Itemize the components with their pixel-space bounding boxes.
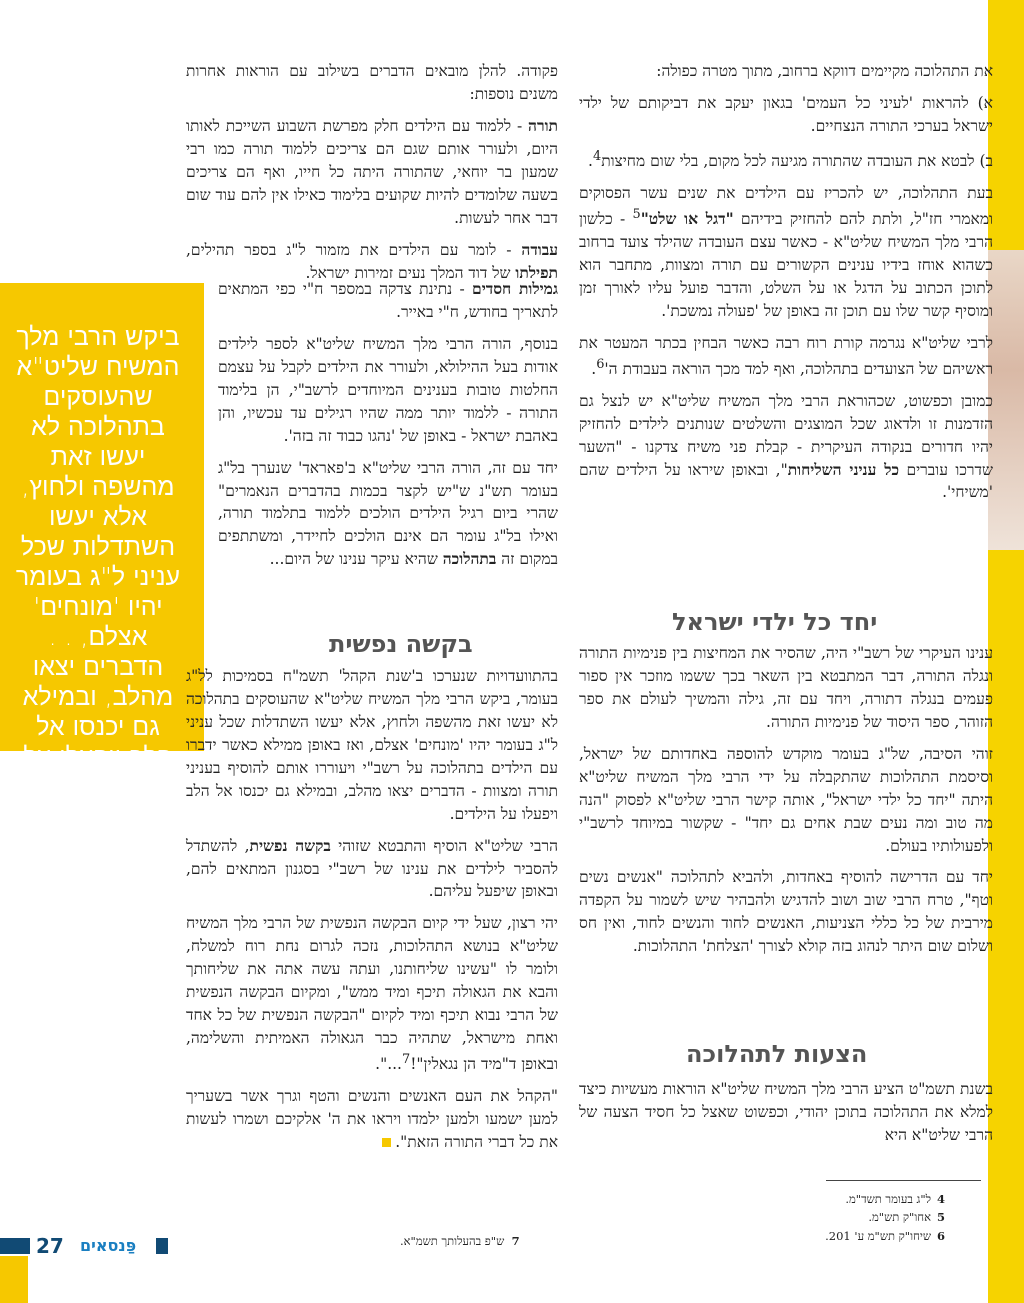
footnote-number: 5 (936, 1210, 945, 1225)
paragraph (186, 1085, 558, 1154)
text: שהיא עיקר ענינו של היום... (269, 550, 443, 569)
footnote-text: ש"פ בהעלותך תשמ"א. (400, 1234, 505, 1248)
text: כמובן וכפשוט, שכהוראת הרבי מלך המשיח שליט"א יש לנצל גם הזדמנות זו ולדאוג שכל המוצגים והשלטים שנותנים לילדים להחזיק יהיו חדורים בנקודה העיקרית - קבלת פני משיח צדקנו - "השער שדרכו עוברים (579, 391, 993, 479)
right-column-middle (579, 642, 993, 967)
paragraph (218, 457, 558, 572)
paragraph (579, 1078, 993, 1147)
bold-text: בתהלוכה (442, 549, 497, 569)
bold-text: בקשה נפשית (249, 835, 331, 855)
footnote (770, 1227, 945, 1245)
paragraph (186, 912, 558, 1076)
text: - כלשון הרבי מלך המשיח שליט"א (579, 210, 993, 251)
right-column-bottom (579, 1078, 993, 1156)
text: יהי רצון, שעל ידי קיום הבקשה הנפשית של הרבי מלך המשיח שליט"א בנושא התהלוכות, נזכה לגרום נחת רוח למשלח, ולומר לו "עשינו שליחותנו, ועתה עשה אתה את שליחותך והבא את הגאולה תיכף ומיד ממש", ומקיום הבקשה הנפשית של הרבי נבוא תיכף ומיד לקיום "הבקשה הנפשית של כל אחד ואחת מישראל, שתהיה כבר הגאולה האמיתית והשלימה, ובאופן ד"מיד הן נגאלין"! (186, 914, 558, 1074)
footnotes (770, 1190, 945, 1245)
paragraph (579, 866, 993, 958)
paragraph (579, 182, 993, 323)
text: יחד עם זה, הורה הרבי שליט"א ב'פאראד' שנערך בל"ג בעומר תש"נ ש"יש לקצר בכמות בהדברים הנאמרים" שהרי ביום רגיל הילדים הולכים ללמוד בתלמוד תורה, ואילו בל"ג עומר הם אינם הולכים לחיידר, ומשתתפים במקום זה (218, 458, 559, 569)
paragraph (579, 642, 993, 734)
footnote-divider (826, 1180, 981, 1181)
text: - נתינת צדקה במספר ח"י כפי המתאים לתאריך בחודש, ח"י באייר. (218, 280, 558, 321)
footnote-ref: 6 (596, 356, 605, 372)
text: זוהי הסיבה, של"ג בעומר מוקדש להוספה באחדותם של ישראל, וסיסמת התהלוכות שהתקבלה על ידי הרבי מלך המשיח שליט"א היתה "יחד כל ילדי ישראל", אותה קישר הרבי שליט"א לפסוק "הנה מה טוב ומה נעים שבת אחים גם יחד" - שקשור במיוחד לרשב"י ולפעולותיו בעולם. (579, 744, 993, 855)
footer-yellow-block (0, 1256, 28, 1303)
footnote-ref: 5 (632, 206, 641, 222)
footnote-left (400, 1234, 520, 1248)
text: ", ובאופן שיראו על הילדים שהם 'משיחי'. (579, 460, 993, 502)
footnote (770, 1208, 945, 1226)
text: . (588, 151, 593, 170)
text: בשנת תשמ"ט הציע הרבי מלך המשיח שליט"א הוראות מעשיות כיצד למלא את התהלוכה בתוכן יהודי, וכפשוט שאצל כל חסיד הצעה של הרבי שליט"א היא (579, 1080, 993, 1144)
text: בהתוועדויות שנערכו ב'שנת הקהל' תשמ"ח בסמיכות לל"ג בעומר, ביקש הרבי מלך המשיח שליט"א שהעוסקים בתהלוכה לא יעשו זאת מהשפה ולחוץ, אלא יעשו השתדלות שכל עניני ל"ג בעומר יהיו 'מונחים' אצלם, ואז באופן ממילא כאשר ידברו עם הילדים בתהלוכה על רשב"י ויעוררו אותם להוסיף בעניני תורה ומצוות - הדברים יצאו מהלב, ובמילא גם יכנסו אל הלב ויפעלו על הילדים. (186, 667, 558, 823)
footnote-ref: 7 (401, 1052, 411, 1067)
footnote-text: אחו"ק תש"מ. (868, 1210, 931, 1225)
footnote-number: 6 (936, 1228, 945, 1243)
paragraph (579, 390, 993, 505)
paragraph (579, 147, 993, 173)
text: "הקהל את העם האנשים והנשים והטף וגרך אשר בשעריך למען ישמעו ולמען ילמדו ויראו את ה' אלקיכם ושמרו לעשות את כל דברי התורה הזאת". (186, 1087, 558, 1151)
end-mark (382, 1138, 391, 1147)
text: ענינו העיקרי של רשב"י היה, שהסיר את המחיצות בין פנימיות התורה ונגלה התורה, דבר המתבטא בין השאר בכך ששמו מוזכר אין ספור פעמים בנגלה דתורה, ויחד עם זה, גילה והמשיך לעולם את ספר הזוהר, ספר היסוד של פנימיות התורה. (579, 644, 993, 731)
paragraph (218, 278, 558, 324)
bold-text: תפילתו (515, 262, 558, 282)
page-number: 27 (36, 1234, 64, 1258)
text: , להשתדל להסביר לילדים את ענינו של רשב"י בסגנון המתאים להם, ובאופן שיפעל עליהם. (186, 836, 558, 901)
page-footer (0, 1236, 168, 1256)
footer-bar (156, 1238, 168, 1254)
edge-yellow-strip (988, 0, 1024, 1303)
paragraph (579, 743, 993, 858)
paragraph (218, 333, 558, 448)
footnote-number: 4 (936, 1192, 945, 1206)
paragraph (186, 115, 558, 230)
paragraph (579, 332, 993, 381)
text: לרבי שליט"א נגרמה קורת רוח רבה כאשר הבחין בכתר המעטר את ראשיהם של הצועדים בתהלוכה, ואף למד מכך הוראה בעבודת ה' (579, 333, 993, 378)
paragraph (186, 665, 558, 826)
text: . (591, 359, 597, 378)
right-column-top (579, 60, 993, 513)
text: ...". (375, 1055, 402, 1074)
text: בנוסף, הורה הרבי מלך המשיח שליט"א לספר לילדים אודות בעל ההילולא, ולעורר את הילדים לקבל על עצמם החלטות טובות בענינים המיוחדים לרשב"י, הן בלימוד התורה - ללמוד יותר ממה שהיו רגילים עד עכשיו, והן באהבת ישראל - באופן של 'נהגו כבוד זה בזה'. (218, 334, 558, 445)
paragraph (186, 835, 558, 904)
text: את התהלוכה מקיימים דווקא ברחוב, מתוך מטרה כפולה: (656, 62, 993, 80)
footnote-text: ל"ג בעומר תשד"מ. (845, 1192, 931, 1206)
left-column-inner (218, 278, 558, 580)
footnote-text: שיחו"ק תש"מ ע' 201. (825, 1228, 931, 1243)
pullquote-text: ביקש הרבי מלך המשיח שליט"א שהעוסקים בתהלוכה לא יעשו זאת מהשפה ולחוץ, אלא יעשו השתדלות שכל עניני ל"ג בעומר יהיו 'מונחים' אצלם, . . הדברים יצאו מהלב, ובמילא גם יכנסו אל הלב ויפעלו על הילדים. (15, 322, 181, 801)
bold-text: גמילות חסדים (472, 279, 558, 298)
magazine-logo: פַּנסאים (80, 1236, 137, 1255)
footer-bar (0, 1238, 30, 1254)
text: - כאשר עצם העובדה שהילד צועד ברחוב כשהוא אוחז בידיו ענינים הקשורים עם תורה ומצוות, מתחבר הוא לתוכן הכתוב על הדגל או על השלט, והדבר פועל עליו לאורך זמן ומוסיף קשר שלו עם תוכן זה באופן של 'פעולה נמשכת'. (579, 232, 993, 320)
text: הרבי שליט"א הוסיף והתבטא שזוהי (330, 836, 558, 855)
text: א) להראות 'לעיני כל העמים' בגאון יעקב את דביקותם של ילדי ישראל בערכי התורה הנצחיים. (579, 93, 993, 135)
text: - ללמוד עם הילדים חלק מפרשת השבוע השייכת לאותו היום, ולעורר אותם שגם הם צריכים ללמוד תורה כמו רבי שמעון בר יוחאי, שהתורה היתה כל חייו, ואף הם צריכים בשעה שלומדים להיות שקועים בלימוד כאילו אין להם עוד שום דבר אחר לעשות. (186, 116, 558, 227)
paragraph (186, 60, 558, 106)
edge-photo-fragment (988, 250, 1024, 550)
text: פקודה. להלן מובאים הדברים בשילוב עם הוראות אחרות משנים נוספות: (186, 62, 558, 103)
text: - לומר עם הילדים את מזמור ל"ג בספר תהילים, (186, 240, 522, 259)
section-heading-soul-request: בקשה נפשית (329, 630, 473, 658)
text: יחד עם הדרישה להוסיף באחדות, ולהביא לתהלוכה "אנשים נשים וטף", טרח הרבי שוב ושוב להדגיש ולהבהיר שיש לשמור על הקפדה מירבית של כל כללי הצניעות, האנשים לחוד והנשים לחוד, ואין חס ושלום שום היתר לנהוג בזה קולא לצורך 'הצלחת' התהלוכות. (579, 868, 993, 956)
paragraph (579, 92, 993, 138)
text: בעת התהלוכה, יש להכריז עם הילדים את שנים עשר הפסוקים ומאמרי חז"ל, ולתת להם להחזיק בידיהם (579, 183, 993, 228)
footnote (770, 1190, 945, 1208)
paragraph (579, 60, 993, 83)
bold-text: כל עניני השליחות (787, 459, 900, 479)
bold-text: "דגל או שלט" (640, 209, 734, 228)
left-column-bottom (186, 665, 558, 1163)
footnote-ref: 4 (592, 148, 602, 164)
footnote-number: 7 (511, 1234, 520, 1248)
bold-text: תורה (528, 115, 558, 135)
bold-text: עבודה (521, 239, 558, 259)
text: ב) לבטא את העובדה שהתורה מגיעה לכל מקום, בלי שום מחיצות (601, 151, 993, 170)
section-heading-suggestions: הצעות לתהלוכה (686, 1040, 868, 1068)
text: של דוד המלך נעים זמירות ישראל. (305, 263, 516, 282)
section-heading-together: יחד כל ילדי ישראל (672, 608, 878, 636)
left-column-top (186, 60, 558, 293)
